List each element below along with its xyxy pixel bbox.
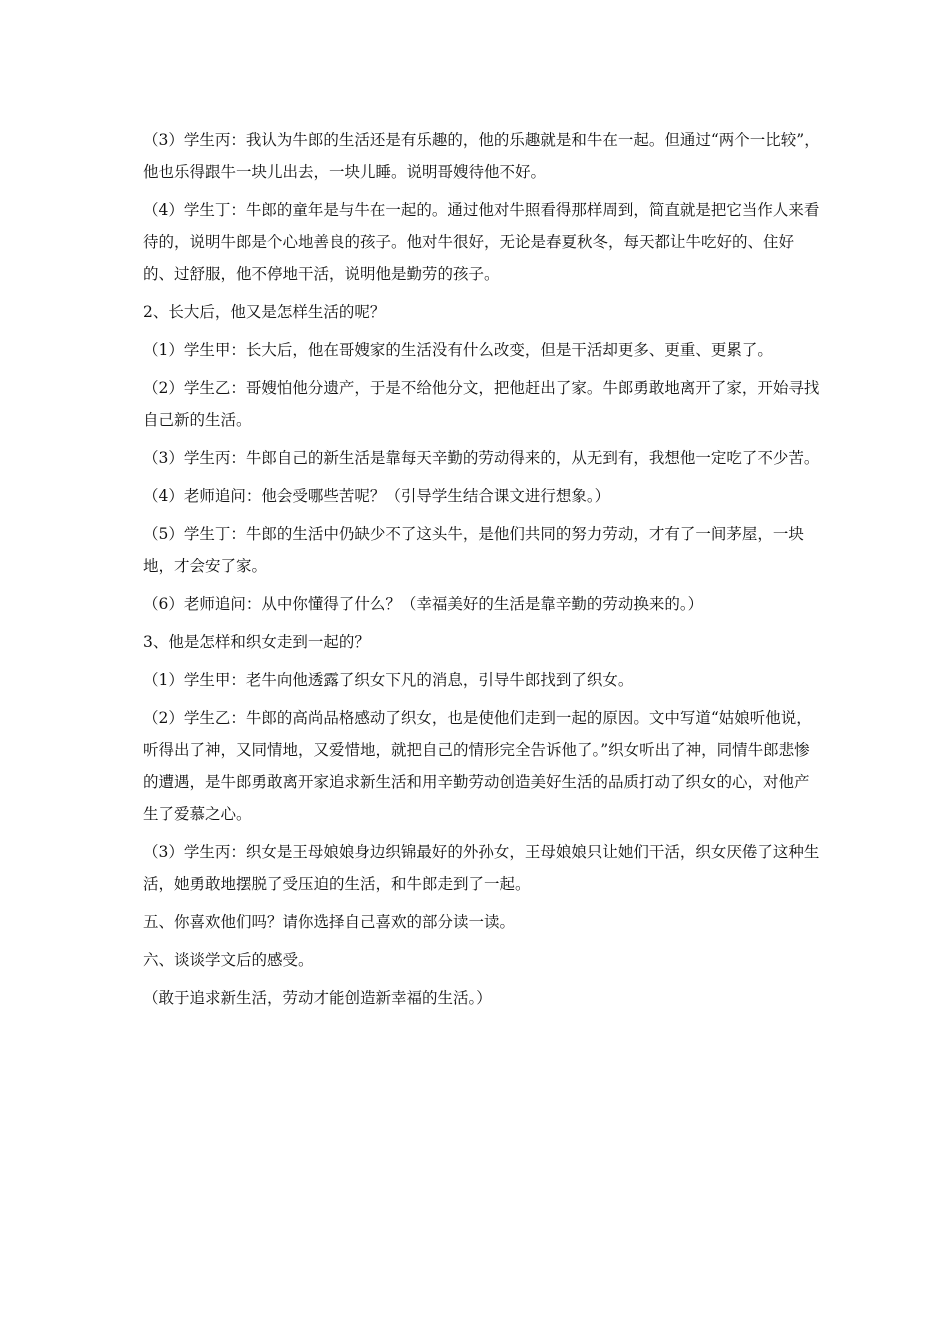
section-5-heading: 五、你喜欢他们吗？请你选择自己喜欢的部分读一读。 — [143, 913, 516, 931]
paragraph-student-c-fun: （3）学生丙：我认为牛郎的生活还是有乐趣的，他的乐趣就是和牛在一起。但通过“两个一比较”，他也乐得跟牛一块儿出去，一块儿睡。说明哥嫂待他不好。 — [143, 131, 820, 181]
paragraph-student-a-grown: （1）学生甲：长大后，他在哥嫂家的生活没有什么改变，但是干活却更多、更重、更累了。 — [143, 341, 773, 359]
paragraph-student-b-character: （2）学生乙：牛郎的高尚品格感动了织女，也是使他们走到一起的原因。文中写道“姑娘听他说，听得出了神，又同情地，又爱惜地，就把自己的情形完全告诉他了。”织女听出了神，同情牛郎悲惨的遭遇，是牛郎勇敢离开家追求新生活和用辛勤劳动创造美好生活的品质打动了织女的心，对他产生了爱慕之心。 — [143, 709, 812, 823]
paragraph-conclusion: （敢于追求新生活，劳动才能创造新幸福的生活。） — [143, 989, 492, 1007]
paragraph-teacher-question-1: （4）老师追问：他会受哪些苦呢？（引导学生结合课文进行想象。） — [143, 487, 611, 505]
question-3-heading: 3、他是怎样和织女走到一起的？ — [143, 633, 370, 651]
paragraph-student-d-childhood: （4）学生丁：牛郎的童年是与牛在一起的。通过他对牛照看得那样周到，简直就是把它当作人来看待的，说明牛郎是个心地善良的孩子。他对牛很好，无论是春夏秋冬，每天都让牛吃好的、住好的、过舒服，他不停地干活，说明他是勤劳的孩子。 — [143, 201, 820, 283]
paragraph-student-c-new-life: （3）学生丙：牛郎自己的新生活是靠每天辛勤的劳动得来的，从无到有，我想他一定吃了不少苦。 — [143, 449, 820, 467]
section-6-heading: 六、谈谈学文后的感受。 — [143, 951, 314, 969]
paragraph-student-a-ox-news: （1）学生甲：老牛向他透露了织女下凡的消息，引导牛郎找到了织女。 — [143, 671, 634, 689]
document-body — [143, 124, 823, 1020]
paragraph-teacher-question-2: （6）老师追问：从中你懂得了什么？（幸福美好的生活是靠辛勤的劳动换来的。） — [143, 595, 704, 613]
paragraph-student-b-leave-home: （2）学生乙：哥嫂怕他分遗产，于是不给他分文，把他赶出了家。牛郎勇敢地离开了家，开始寻找自己新的生活。 — [143, 379, 820, 429]
paragraph-student-d-ox: （5）学生丁：牛郎的生活中仍缺少不了这头牛，是他们共同的努力劳动，才有了一间茅屋，一块地，才会安了家。 — [143, 525, 804, 575]
question-2-heading: 2、长大后，他又是怎样生活的呢？ — [143, 303, 386, 321]
paragraph-student-c-weaver: （3）学生丙：织女是王母娘娘身边织锦最好的外孙女，王母娘娘只让她们干活，织女厌倦了这种生活，她勇敢地摆脱了受压迫的生活，和牛郎走到了一起。 — [143, 843, 820, 893]
